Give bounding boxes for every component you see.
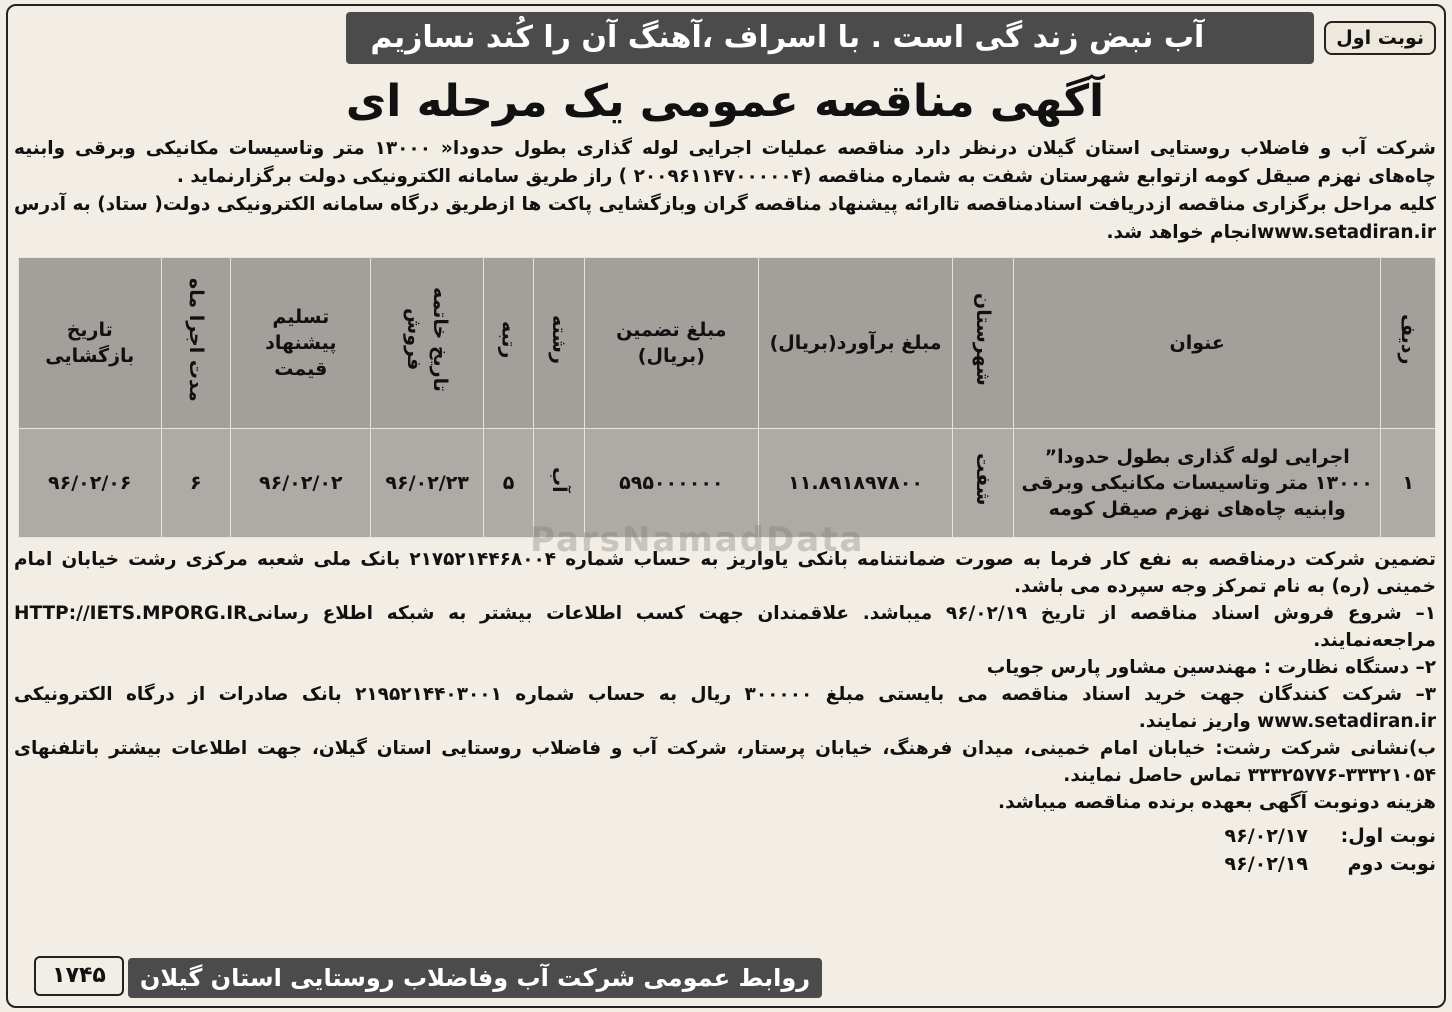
cell-submission: ۹۶/۰۲/۰۲ [231,429,371,538]
col-header-submission: تسلیم پیشنهاد قیمت [231,258,371,429]
col-header-field: رشته [534,258,584,429]
intro-paragraph: شرکت آب و فاضلاب روستایی استان گیلان درنظر دارد مناقصه عملیات اجرایی لوله گذاری بطول حدودا« ۱۳۰۰۰ متر وتاسیسات مکانیکی وبرقی وابنیه چاه‌های نهزم صیقل کومه ازتوابع شهرستان شفت به شماره مناقصه (۲۰۰۹۶۱۱۴۷۰۰۰۰۰۴ ) راز طریق سامانه الکترونیکی دولت برگزارنماید . [14,138,1436,187]
term-sale-start: ۱– شروع فروش اسناد مناقصه از تاریخ ۹۶/۰۲/۱۹ میباشد. علاقمندان جهت کسب اطلاعات بیشتر به شبکه اطلاع رسانیHTTP://IETS.MPORG.IR مراجعه‌نمایند. [14,603,1436,651]
col-header-estimate: مبلغ برآورد(بریال) [759,258,953,429]
term-ad-cost: هزینه دونوبت آگهی بعهده برنده مناقصه میباشد. [998,792,1436,813]
cell-field: آب [534,429,584,538]
col-header-duration: مدت اجرا ماه [161,258,231,429]
ad-border [6,4,1446,1008]
cell-city: شفت [952,429,1013,538]
term-document-fee: ۳– شرکت کنندگان جهت خرید اسناد مناقصه می بایستی مبلغ ۳۰۰۰۰۰ ریال به حساب شماره ۲۱۹۵۲۱۴۴۰۳۰۰۱ بانک صادرات از درگاه الکترونیکی www.setadiran.ir واریز نمایند. [14,684,1436,732]
first-round-value: ۹۶/۰۲/۱۷ [1224,825,1308,847]
round-badge: نوبت اول [1324,21,1436,55]
col-header-city: شهرستان [952,258,1013,429]
cell-opening: ۹۶/۰۲/۰۶ [19,429,162,538]
term-address: ب)نشانی شرکت رشت: خیابان امام خمینی، میدان فرهنگ، خیابان پرستار، شرکت آب و فاضلاب روستایی استان گیلان، جهت اطلاعات بیشتر باتلفنهای ۳۳۳۲۱۰۵۴-۳۳۳۲۵۷۷۶ تماس حاصل نمایند. [14,738,1436,786]
col-header-row-number: ردیف [1381,258,1436,429]
col-header-sale-end: تاریخ خاتمه فروش [371,258,483,429]
second-round-value: ۹۶/۰۲/۱۹ [1224,853,1308,875]
term-supervisor: ۲– دستگاه نظارت : مهندسین مشاور پارس جویاب [986,657,1436,678]
first-round-label: نوبت اول: [1340,825,1436,847]
cell-duration: ۶ [161,429,231,538]
col-header-title: عنوان [1014,258,1381,429]
second-round-label: نوبت دوم [1347,853,1436,875]
intro-paragraph: کلیه مراحل برگزاری مناقصه ازدریافت اسنادمناقصه تاارائه پیشنهاد مناقصه گران وبازگشایی پاکت ها ازطریق درگاه سامانه الکترونیکی دولت( ستاد) به آدرس www.setadiran.irانجام خواهد شد. [14,194,1436,243]
ad-number: ۱۷۴۵ [34,956,124,996]
cell-sale-end: ۹۶/۰۲/۲۳ [371,429,483,538]
cell-guarantee: ۵۹۵۰۰۰۰۰۰ [584,429,759,538]
ad-title: آگهی مناقصه عمومی یک مرحله ای [345,76,1105,127]
cell-grade: ۵ [483,429,533,538]
cell-row-number: ۱ [1381,429,1436,538]
col-header-guarantee: مبلغ تضمین (بریال) [584,258,759,429]
watermark: ParsNamadData [530,520,865,560]
term-guarantee: تضمین شرکت درمناقصه به نفع کار فرما به صورت ضمانتنامه بانکی یاواریز به حساب شماره ۲۱۷۵۲۱۴۴۶۸۰۰۴ بانک ملی شعبه مرکزی رشت خیابان امام خمینی (ره) به نام تمرکز وجه سپرده می باشد. [14,549,1436,597]
col-header-opening: تاریخ بازگشایی [19,258,162,429]
public-relations-footer: روابط عمومی شرکت آب وفاضلاب روستایی استان گیلان [128,958,822,998]
slogan-banner: آب نبض زند گی است . با اسراف ،آهنگ آن را کُند نسازیم [346,12,1314,64]
cell-estimate: ۱۱.۸۹۱۸۹۷۸۰۰ [759,429,953,538]
col-header-grade: رتبه [483,258,533,429]
cell-title: اجرایی لوله گذاری بطول حدودا” ۱۳۰۰۰ متر وتاسیسات مکانیکی وبرقی وابنیه چاه‌های نهزم صیقل کومه [1014,429,1381,538]
top-bar [14,8,1436,68]
